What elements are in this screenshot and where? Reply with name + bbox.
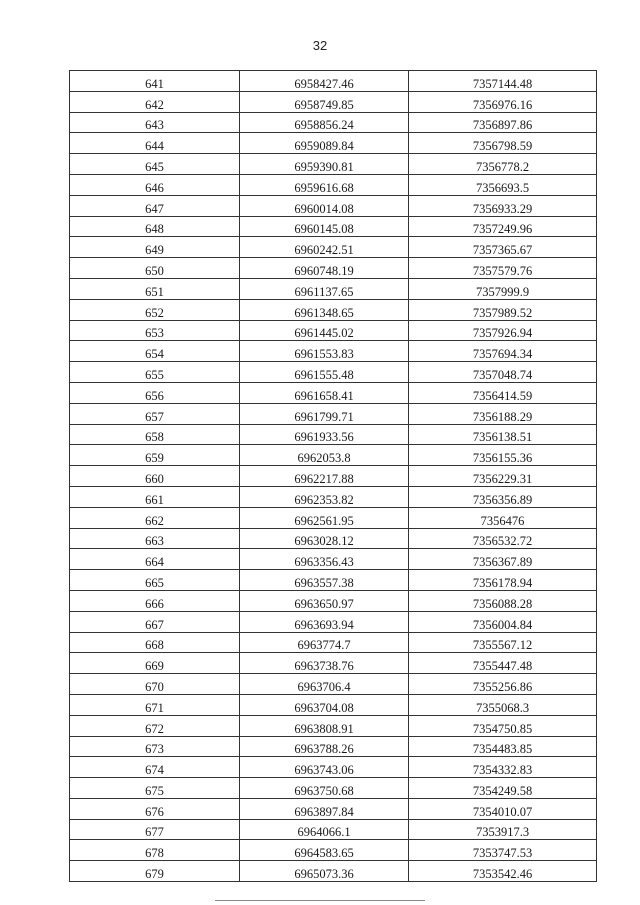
table-row (70, 840, 597, 861)
y-coordinate-cell: 7356933.29 (409, 195, 597, 216)
point-number-cell: 657 (70, 403, 240, 424)
point-number-cell: 641 (70, 71, 240, 92)
point-number-cell: 676 (70, 798, 240, 819)
point-number-cell: 665 (70, 570, 240, 591)
point-number-cell: 663 (70, 528, 240, 549)
x-coordinate-cell: 6963743.06 (240, 757, 409, 778)
point-number-cell: 670 (70, 674, 240, 695)
y-coordinate-cell: 7354750.85 (409, 715, 597, 736)
x-coordinate-cell: 6962053.8 (240, 445, 409, 466)
y-coordinate-cell: 7353747.53 (409, 840, 597, 861)
table-row (70, 486, 597, 507)
y-coordinate-cell: 7355068.3 (409, 694, 597, 715)
y-coordinate-cell: 7357365.67 (409, 237, 597, 258)
point-number-cell: 660 (70, 466, 240, 487)
point-number-cell: 661 (70, 486, 240, 507)
point-number-cell: 648 (70, 216, 240, 237)
y-coordinate-cell: 7356798.59 (409, 133, 597, 154)
point-number-cell: 642 (70, 91, 240, 112)
y-coordinate-cell: 7356476 (409, 507, 597, 528)
table-row (70, 549, 597, 570)
table-row (70, 445, 597, 466)
table-row (70, 507, 597, 528)
y-coordinate-cell: 7356138.51 (409, 424, 597, 445)
point-number-cell: 651 (70, 278, 240, 299)
y-coordinate-cell: 7356004.84 (409, 611, 597, 632)
table-row (70, 112, 597, 133)
x-coordinate-cell: 6960748.19 (240, 258, 409, 279)
y-coordinate-cell: 7354249.58 (409, 778, 597, 799)
table-row (70, 174, 597, 195)
y-coordinate-cell: 7353542.46 (409, 861, 597, 882)
x-coordinate-cell: 6963788.26 (240, 736, 409, 757)
point-number-cell: 673 (70, 736, 240, 757)
x-coordinate-cell: 6962217.88 (240, 466, 409, 487)
x-coordinate-cell: 6963706.4 (240, 674, 409, 695)
coordinates-table (69, 70, 597, 882)
coordinates-table-body (70, 71, 597, 882)
y-coordinate-cell: 7356693.5 (409, 174, 597, 195)
x-coordinate-cell: 6963650.97 (240, 590, 409, 611)
point-number-cell: 654 (70, 341, 240, 362)
point-number-cell: 671 (70, 694, 240, 715)
x-coordinate-cell: 6962353.82 (240, 486, 409, 507)
x-coordinate-cell: 6960014.08 (240, 195, 409, 216)
x-coordinate-cell: 6961933.56 (240, 424, 409, 445)
point-number-cell: 653 (70, 320, 240, 341)
y-coordinate-cell: 7353917.3 (409, 819, 597, 840)
point-number-cell: 645 (70, 154, 240, 175)
table-row (70, 528, 597, 549)
x-coordinate-cell: 6961799.71 (240, 403, 409, 424)
table-row (70, 632, 597, 653)
point-number-cell: 664 (70, 549, 240, 570)
page-number: 32 (312, 38, 328, 53)
table-row (70, 320, 597, 341)
x-coordinate-cell: 6958749.85 (240, 91, 409, 112)
y-coordinate-cell: 7356778.2 (409, 154, 597, 175)
y-coordinate-cell: 7356367.89 (409, 549, 597, 570)
table-row (70, 466, 597, 487)
point-number-cell: 656 (70, 382, 240, 403)
point-number-cell: 672 (70, 715, 240, 736)
point-number-cell: 675 (70, 778, 240, 799)
point-number-cell: 668 (70, 632, 240, 653)
table-row (70, 798, 597, 819)
x-coordinate-cell: 6958427.46 (240, 71, 409, 92)
table-row (70, 216, 597, 237)
x-coordinate-cell: 6964583.65 (240, 840, 409, 861)
y-coordinate-cell: 7356897.86 (409, 112, 597, 133)
bottom-rule (215, 900, 425, 901)
point-number-cell: 647 (70, 195, 240, 216)
y-coordinate-cell: 7356414.59 (409, 382, 597, 403)
table-row (70, 258, 597, 279)
x-coordinate-cell: 6961348.65 (240, 299, 409, 320)
table-row (70, 611, 597, 632)
point-number-cell: 644 (70, 133, 240, 154)
y-coordinate-cell: 7354483.85 (409, 736, 597, 757)
table-row (70, 570, 597, 591)
point-number-cell: 646 (70, 174, 240, 195)
table-row (70, 757, 597, 778)
table-row (70, 819, 597, 840)
y-coordinate-cell: 7356976.16 (409, 91, 597, 112)
table-row (70, 403, 597, 424)
x-coordinate-cell: 6963356.43 (240, 549, 409, 570)
point-number-cell: 655 (70, 362, 240, 383)
y-coordinate-cell: 7356356.89 (409, 486, 597, 507)
point-number-cell: 658 (70, 424, 240, 445)
table-row (70, 590, 597, 611)
x-coordinate-cell: 6963750.68 (240, 778, 409, 799)
x-coordinate-cell: 6964066.1 (240, 819, 409, 840)
point-number-cell: 667 (70, 611, 240, 632)
x-coordinate-cell: 6963704.08 (240, 694, 409, 715)
table-row (70, 861, 597, 882)
point-number-cell: 649 (70, 237, 240, 258)
x-coordinate-cell: 6961445.02 (240, 320, 409, 341)
x-coordinate-cell: 6963738.76 (240, 653, 409, 674)
table-row (70, 674, 597, 695)
point-number-cell: 662 (70, 507, 240, 528)
y-coordinate-cell: 7355256.86 (409, 674, 597, 695)
y-coordinate-cell: 7357999.9 (409, 278, 597, 299)
table-row (70, 362, 597, 383)
x-coordinate-cell: 6963774.7 (240, 632, 409, 653)
table-row (70, 424, 597, 445)
point-number-cell: 677 (70, 819, 240, 840)
y-coordinate-cell: 7357144.48 (409, 71, 597, 92)
table-row (70, 715, 597, 736)
table-row (70, 694, 597, 715)
table-row (70, 278, 597, 299)
x-coordinate-cell: 6959390.81 (240, 154, 409, 175)
x-coordinate-cell: 6961658.41 (240, 382, 409, 403)
point-number-cell: 650 (70, 258, 240, 279)
x-coordinate-cell: 6965073.36 (240, 861, 409, 882)
x-coordinate-cell: 6963028.12 (240, 528, 409, 549)
y-coordinate-cell: 7354332.83 (409, 757, 597, 778)
table-row (70, 382, 597, 403)
y-coordinate-cell: 7357249.96 (409, 216, 597, 237)
point-number-cell: 652 (70, 299, 240, 320)
point-number-cell: 679 (70, 861, 240, 882)
table-row (70, 237, 597, 258)
table-row (70, 154, 597, 175)
y-coordinate-cell: 7357579.76 (409, 258, 597, 279)
point-number-cell: 643 (70, 112, 240, 133)
x-coordinate-cell: 6958856.24 (240, 112, 409, 133)
y-coordinate-cell: 7356532.72 (409, 528, 597, 549)
point-number-cell: 669 (70, 653, 240, 674)
y-coordinate-cell: 7357694.34 (409, 341, 597, 362)
table-row (70, 736, 597, 757)
x-coordinate-cell: 6962561.95 (240, 507, 409, 528)
point-number-cell: 666 (70, 590, 240, 611)
x-coordinate-cell: 6963693.94 (240, 611, 409, 632)
y-coordinate-cell: 7356188.29 (409, 403, 597, 424)
table-row (70, 653, 597, 674)
x-coordinate-cell: 6963808.91 (240, 715, 409, 736)
y-coordinate-cell: 7356088.28 (409, 590, 597, 611)
x-coordinate-cell: 6959089.84 (240, 133, 409, 154)
y-coordinate-cell: 7357926.94 (409, 320, 597, 341)
point-number-cell: 659 (70, 445, 240, 466)
table-row (70, 133, 597, 154)
point-number-cell: 678 (70, 840, 240, 861)
x-coordinate-cell: 6963557.38 (240, 570, 409, 591)
table-row (70, 341, 597, 362)
y-coordinate-cell: 7355567.12 (409, 632, 597, 653)
x-coordinate-cell: 6961555.48 (240, 362, 409, 383)
y-coordinate-cell: 7355447.48 (409, 653, 597, 674)
table-row (70, 195, 597, 216)
table-row (70, 299, 597, 320)
x-coordinate-cell: 6961137.65 (240, 278, 409, 299)
y-coordinate-cell: 7357989.52 (409, 299, 597, 320)
y-coordinate-cell: 7357048.74 (409, 362, 597, 383)
y-coordinate-cell: 7356229.31 (409, 466, 597, 487)
y-coordinate-cell: 7356178.94 (409, 570, 597, 591)
x-coordinate-cell: 6963897.84 (240, 798, 409, 819)
x-coordinate-cell: 6960145.08 (240, 216, 409, 237)
y-coordinate-cell: 7356155.36 (409, 445, 597, 466)
point-number-cell: 674 (70, 757, 240, 778)
x-coordinate-cell: 6961553.83 (240, 341, 409, 362)
x-coordinate-cell: 6960242.51 (240, 237, 409, 258)
table-row (70, 91, 597, 112)
x-coordinate-cell: 6959616.68 (240, 174, 409, 195)
table-row (70, 778, 597, 799)
y-coordinate-cell: 7354010.07 (409, 798, 597, 819)
table-row (70, 71, 597, 92)
